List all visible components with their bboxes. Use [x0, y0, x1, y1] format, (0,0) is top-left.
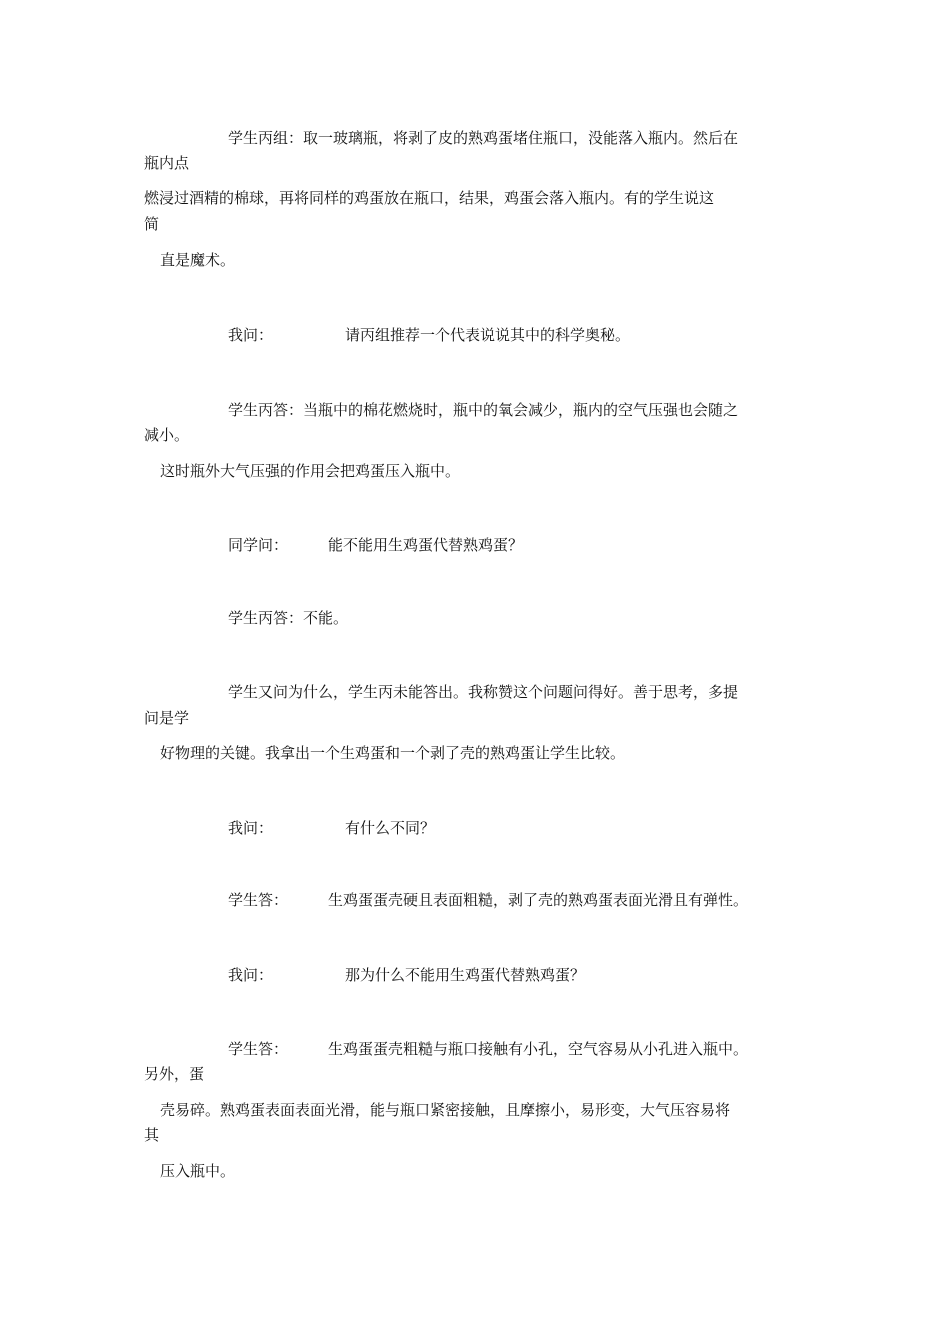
dialog-text: 那为什么不能用生鸡蛋代替熟鸡蛋？ — [345, 966, 586, 984]
paragraph-line: 其 — [144, 1126, 160, 1144]
paragraph-line: 燃浸过酒精的棉球，再将同样的鸡蛋放在瓶口，结果，鸡蛋会落入瓶内。有的学生说这 — [144, 189, 715, 207]
paragraph-line: 学生又问为什么，学生丙未能答出。我称赞这个问题问得好。善于思考，多提 — [228, 683, 739, 701]
paragraph-line: 瓶内点 — [144, 154, 190, 172]
dialog-speaker: 学生答： — [228, 1040, 289, 1058]
dialog-speaker: 我问： — [228, 966, 274, 984]
paragraph-line: 这时瓶外大气压强的作用会把鸡蛋压入瓶中。 — [160, 462, 461, 480]
paragraph-line: 好物理的关键。我拿出一个生鸡蛋和一个剥了壳的熟鸡蛋让学生比较。 — [160, 744, 626, 762]
paragraph-line: 学生丙答：当瓶中的棉花燃烧时，瓶中的氧会减少，瓶内的空气压强也会随之 — [228, 401, 739, 419]
dialog-speaker: 我问： — [228, 326, 274, 344]
dialog-text: 请丙组推荐一个代表说说其中的科学奥秘。 — [345, 326, 631, 344]
paragraph-line: 问是学 — [144, 709, 190, 727]
paragraph-line: 简 — [144, 215, 160, 233]
paragraph-line: 直是魔术。 — [160, 251, 236, 269]
dialog-text: 生鸡蛋蛋壳粗糙与瓶口接触有小孔，空气容易从小孔进入瓶中。 — [328, 1040, 749, 1058]
dialog-speaker: 同学问： — [228, 536, 289, 554]
dialog-text: 生鸡蛋蛋壳硬且表面粗糙，剥了壳的熟鸡蛋表面光滑且有弹性。 — [328, 891, 749, 909]
dialog-text: 有什么不同？ — [345, 819, 436, 837]
paragraph-line: 减小。 — [144, 426, 190, 444]
dialog-speaker: 学生答： — [228, 891, 289, 909]
paragraph-line: 学生丙答：不能。 — [228, 609, 349, 627]
paragraph-line: 学生丙组：取一玻璃瓶，将剥了皮的熟鸡蛋堵住瓶口，没能落入瓶内。然后在 — [228, 129, 739, 147]
paragraph-line: 壳易碎。熟鸡蛋表面表面光滑，能与瓶口紧密接触，且摩擦小，易形变，大气压容易将 — [160, 1101, 731, 1119]
paragraph-line: 另外，蛋 — [144, 1065, 205, 1083]
dialog-text: 能不能用生鸡蛋代替熟鸡蛋？ — [328, 536, 524, 554]
dialog-speaker: 我问： — [228, 819, 274, 837]
paragraph-line: 压入瓶中。 — [160, 1162, 236, 1180]
